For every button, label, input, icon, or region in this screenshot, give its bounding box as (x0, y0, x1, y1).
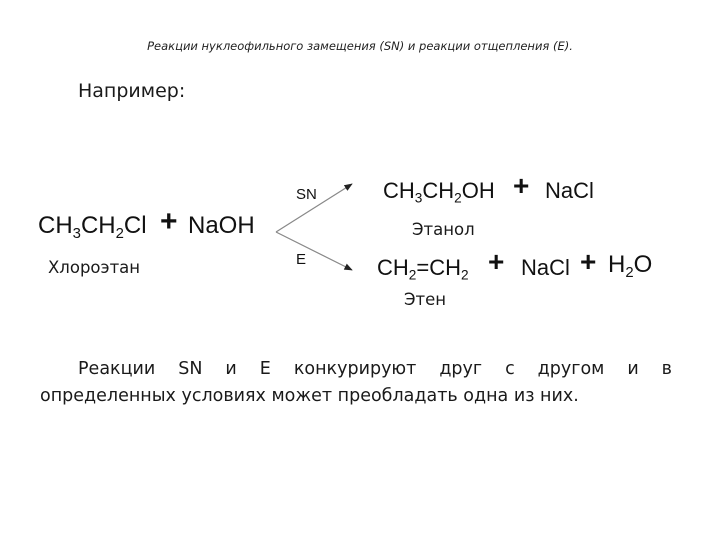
ethanol-name: Этанол (412, 220, 475, 239)
reactant-formula: $CH_3CH_2Cl$ (38, 212, 147, 242)
paragraph-line: определенных условиях может преобладать одна из них. (40, 386, 579, 406)
paragraph-line: Реакции SN и E конкурируют друг с другом и в (78, 359, 672, 379)
plus-sign: + (580, 246, 597, 277)
sn-label: SN (296, 186, 317, 203)
ethanol-formula: $CH_3CH_2OH$ (383, 178, 495, 206)
nacl-formula: NaCl (521, 255, 570, 280)
page-title: Реакции нуклеофильного замещения (SN) и реакции отщепления (E). (147, 39, 573, 53)
e-arrow (276, 232, 352, 270)
reactant-name: Хлороэтан (48, 258, 141, 277)
nacl-formula: NaCl (545, 178, 594, 203)
e-label: E (296, 251, 307, 268)
ethene-formula: $CH_2=CH_2$ (377, 255, 469, 283)
plus-sign: + (513, 170, 530, 201)
plus-sign: + (488, 246, 505, 277)
ethene-name: Этен (404, 290, 447, 309)
water-formula: $H_2O$ (608, 251, 653, 281)
example-label: Например: (78, 80, 186, 102)
reagent-formula: NaOH (188, 212, 255, 239)
conclusion-paragraph (40, 356, 672, 410)
plus-sign: + (160, 205, 178, 238)
